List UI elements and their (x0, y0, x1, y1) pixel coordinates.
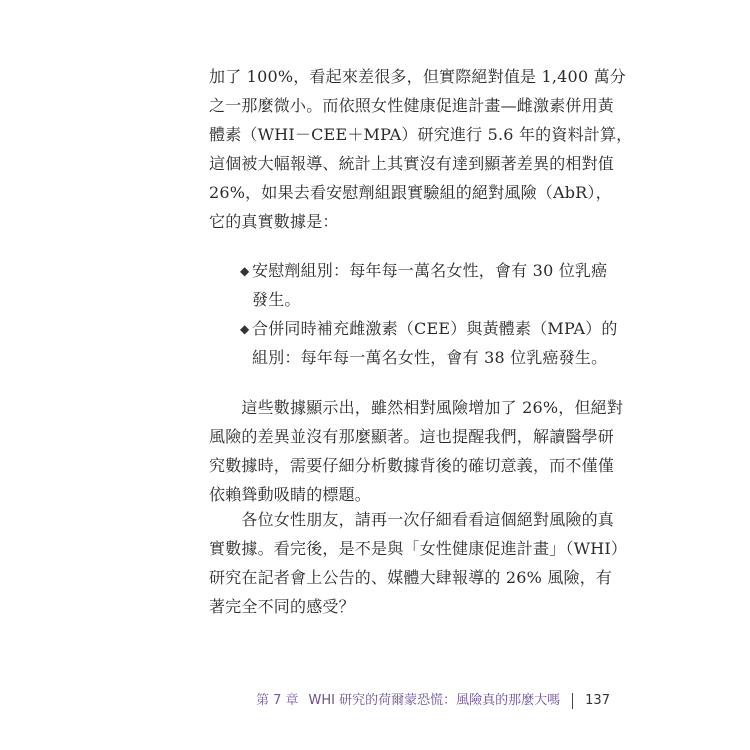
diamond-bullet-icon: ◆ (240, 322, 250, 336)
list-item (240, 256, 620, 285)
page-number: 137 (585, 693, 610, 708)
paragraph-line: 加了 100%，看起來差很多，但實際絕對值是 1,400 萬分 (209, 67, 627, 86)
paragraph-line: 它的真實數據是： (209, 212, 339, 231)
paragraph-line: 體素（WHI－CEE＋MPA）研究進行 5.6 年的資料計算， (209, 125, 633, 144)
footer-divider (572, 693, 573, 709)
diamond-bullet-icon: ◆ (240, 264, 250, 278)
list-item-text: 安慰劑組別：每年每一萬名女性，會有 30 位乳癌 (252, 261, 608, 280)
page-footer (256, 690, 610, 712)
paragraph-line: 各位女性朋友，請再一次仔細看看這個絕對風險的真 (209, 510, 615, 529)
list-item-text: 合併同時補充雌激素（CEE）與黃體素（MPA）的 (252, 319, 618, 338)
paragraph-line: 研究在記者會上公告的、媒體大肆報導的 26% 風險，有 (209, 568, 613, 587)
bullet-list (240, 256, 620, 372)
paragraph-line: 著完全不同的感受？ (209, 597, 355, 616)
paragraph-3 (209, 505, 628, 621)
list-item-text: 組別：每年每一萬名女性，會有 38 位乳癌發生。 (252, 348, 608, 367)
paragraph-line: 依賴聳動吸睛的標題。 (209, 485, 372, 504)
paragraph-line: 風險的差異並沒有那麼顯著。這也提醒我們，解讀醫學研 (209, 427, 615, 446)
paragraph-line: 究數據時，需要仔細分析數據背後的確切意義，而不僅僅 (209, 456, 615, 475)
paragraph-1 (209, 62, 633, 236)
list-item-continuation (240, 343, 620, 372)
paragraph-line: 這個被大幅報導、統計上其實沒有達到顯著差異的相對值 (209, 154, 615, 173)
paragraph-line: 實數據。看完後，是不是與「女性健康促進計畫」（WHI） (209, 539, 628, 558)
list-item-text: 發生。 (252, 290, 301, 309)
paragraph-line: 之一那麼微小。而依照女性健康促進計畫—雌激素併用黃 (209, 96, 615, 115)
paragraph-line: 26%，如果去看安慰劑組跟實驗組的絕對風險（AbR）， (209, 183, 612, 202)
chapter-label: 第 7 章 (256, 693, 299, 708)
list-item-continuation (240, 285, 620, 314)
paragraph-2 (209, 393, 624, 509)
list-item (240, 314, 620, 343)
chapter-title: WHI 研究的荷爾蒙恐慌：風險真的那麼大嗎 (308, 693, 561, 708)
paragraph-line: 這些數據顯示出，雖然相對風險增加了 26%，但絕對 (209, 398, 624, 417)
